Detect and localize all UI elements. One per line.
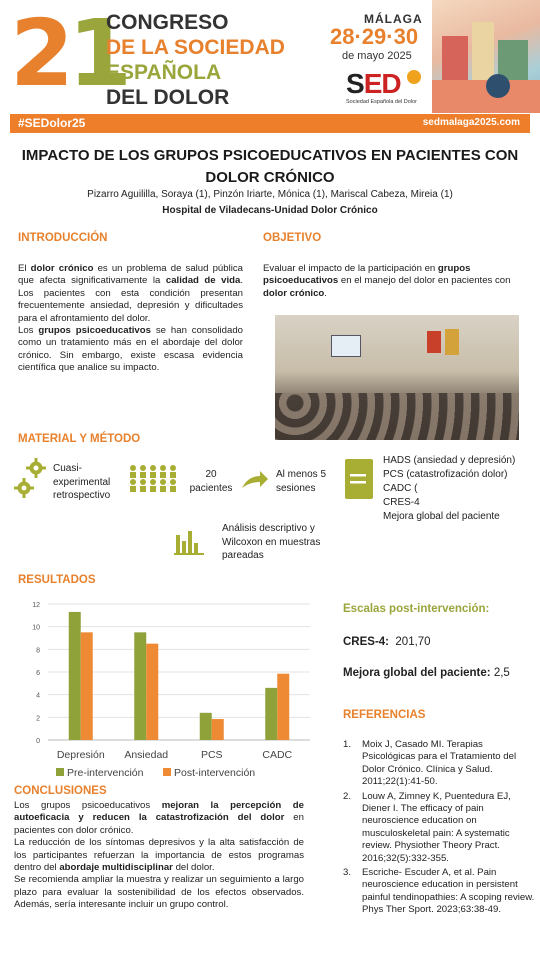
conclusions-body <box>14 800 304 912</box>
objective-body <box>263 263 523 300</box>
global-improvement-label: Mejora global del paciente: <box>343 667 491 679</box>
bar <box>69 612 81 740</box>
y-tick-label: 4 <box>36 692 40 700</box>
objective-paragraph: Evaluar el impacto de la participación en grupos psicoeducativos en el manejo del dolor en pacientes con dolor crónico. <box>263 263 511 299</box>
post-scales-heading: Escalas post-intervención: <box>343 603 490 615</box>
statistical-analysis: Análisis descriptivo y Wilcoxon en muestras pareadas <box>222 523 321 561</box>
y-tick-label: 8 <box>36 647 40 655</box>
methods-heading: MATERIAL Y MÉTODO <box>18 433 141 445</box>
congress-line-4: DEL DOLOR <box>106 86 230 109</box>
reference-item <box>343 739 536 789</box>
x-tick-label: PCS <box>200 749 223 761</box>
y-tick-label: 12 <box>32 602 40 609</box>
reference-text: Moix J, Casado MI. Terapias Psicológicas para el Tratamiento del Dolor Crónico. Clínica y Salud. 2011;22(1):41-50. <box>362 739 517 788</box>
gear-icon <box>26 458 46 478</box>
x-tick-label: CADC <box>262 749 293 761</box>
reference-item <box>343 867 536 917</box>
conclusion-paragraph-2: La reducción de los síntomas depresivos y la alta satisfacción de los participantes refuerzan la importancia de estos programas dentro del abordaje multidisciplinar del dolor. <box>14 837 304 874</box>
legend-label: Pre-intervención <box>67 767 144 779</box>
conclusions-heading: CONCLUSIONES <box>14 785 107 797</box>
y-tick-label: 6 <box>36 670 40 677</box>
cres-value: 201,70 <box>395 636 431 648</box>
reference-number: 3. <box>343 867 352 879</box>
global-improvement-result <box>343 667 510 679</box>
congress-header <box>0 0 540 113</box>
reference-item <box>343 791 536 865</box>
cres-result <box>343 636 431 648</box>
cres-label: CRES-4: <box>343 636 390 648</box>
conclusion-paragraph-3: Se recomienda ampliar la muestra y realizar un seguimiento a largo plazo para evaluar la sostenibilidad de los efectos observados. Además, sería interesante incluir un grupo control. <box>14 874 304 911</box>
sed-logo: SED <box>346 68 401 99</box>
people-group-icon <box>128 464 178 494</box>
bar <box>81 632 93 740</box>
references-list <box>343 739 536 919</box>
hashtag-band <box>10 114 530 133</box>
objective-heading: OBJETIVO <box>263 232 322 244</box>
authors: Pizarro Aguililla, Soraya (1), Pinzón Iriarte, Mónica (1), Mariscal Cabeza, Mireia (1) <box>87 189 453 200</box>
bar-chart-icon <box>174 527 204 555</box>
congress-dates-sub: de mayo 2025 <box>342 50 412 62</box>
results-heading: RESULTADOS <box>18 574 96 586</box>
malaga-illustration <box>432 0 540 113</box>
reference-number: 2. <box>343 790 352 802</box>
x-tick-label: Ansiedad <box>124 749 169 761</box>
congress-line-3: ESPAÑOLA <box>106 61 222 84</box>
scales-list <box>383 454 533 524</box>
congress-city: MÁLAGA <box>364 12 423 26</box>
congress-dates: 28·29·30 <box>330 24 419 49</box>
y-tick-label: 10 <box>32 624 40 632</box>
intro-paragraph-1: El dolor crónico es un problema de salud pública que afecta significativamente la calidad de vida. Los pacientes con esta condición presentan frecuentemente ansiedad, depresión y dificultades para el afrontamiento del dolor. <box>18 263 244 324</box>
bar <box>265 688 277 740</box>
document-icon <box>344 458 374 500</box>
poster-title: IMPACTO DE LOS GRUPOS PSICOEDUCATIVOS EN PACIENTES CON DOLOR CRÓNICO <box>21 147 519 186</box>
intro-heading: INTRODUCCIÓN <box>18 232 108 244</box>
scale-item: HADS (ansiedad y depresión) <box>383 455 516 466</box>
conclusion-paragraph-1: Los grupos psicoeducativos mejoran la percepción de autoeficacia y reducen la catastrofización del dolor en pacientes con dolor crónico. <box>14 800 305 836</box>
legend-swatch <box>163 768 171 776</box>
arrow-right-icon <box>240 468 270 492</box>
intro-body <box>18 263 243 375</box>
study-design: Cuasi-experimental retrospectivo <box>53 463 111 501</box>
scale-item: Mejora global del paciente <box>383 511 500 522</box>
congress-line-1: CONGRESO <box>106 11 229 34</box>
sed-logo-icon <box>407 70 421 84</box>
results-bar-chart <box>18 594 318 786</box>
reference-text: Louw A, Zimney K, Puentedura EJ, Diener I. The efficacy of pain neuroscience education on musculoskeletal pain: A systematic review. Physiother Theory Pract. 2016;32(5):332-355. <box>362 790 511 864</box>
references-heading: REFERENCIAS <box>343 709 426 721</box>
patient-count: 20 pacientes <box>189 469 233 494</box>
y-tick-label: 0 <box>36 738 40 745</box>
intro-paragraph-2: Los grupos psicoeducativos se han consolidado como un tratamiento más en el abordaje del dolor crónico. Sin embargo, existe escasa evidencia científica que analice su impacto. <box>18 325 244 374</box>
bar <box>200 713 212 740</box>
y-tick-label: 2 <box>36 715 40 723</box>
congress-name <box>106 10 285 110</box>
gear-icon <box>14 478 34 498</box>
congress-url[interactable]: sedmalaga2025.com <box>422 117 520 128</box>
global-improvement-value: 2,5 <box>493 667 510 679</box>
congress-line-2: DE LA SOCIEDAD <box>106 36 285 59</box>
legend-swatch <box>56 768 64 776</box>
bar <box>146 644 158 740</box>
hashtag: #SEDolor25 <box>18 116 86 130</box>
reference-number: 1. <box>343 739 352 750</box>
session-count: Al menos 5 sesiones <box>276 469 327 494</box>
scale-item: CADC ( <box>383 483 418 494</box>
x-tick-label: Depresión <box>56 749 105 761</box>
sed-logo-subtitle: Sociedad Española del Dolor <box>346 99 417 105</box>
bar <box>277 674 289 740</box>
scale-item: PCS (catastrofización dolor) <box>383 469 508 480</box>
scale-item: CRES-4 <box>383 497 420 508</box>
bar <box>212 719 224 740</box>
group-session-photo <box>275 315 519 440</box>
congress-number-text: 21 <box>10 0 127 107</box>
reference-text: Escriche- Escuder A, et al. Pain neuroscience education in persistent painful tendinopathies: A scoping review. Phys Ther Sport. 2023;63:38-49. <box>362 867 535 916</box>
affiliation: Hospital de Viladecans-Unidad Dolor Crónico <box>162 205 378 216</box>
legend-label: Post-intervención <box>174 767 256 779</box>
bar <box>134 632 146 740</box>
